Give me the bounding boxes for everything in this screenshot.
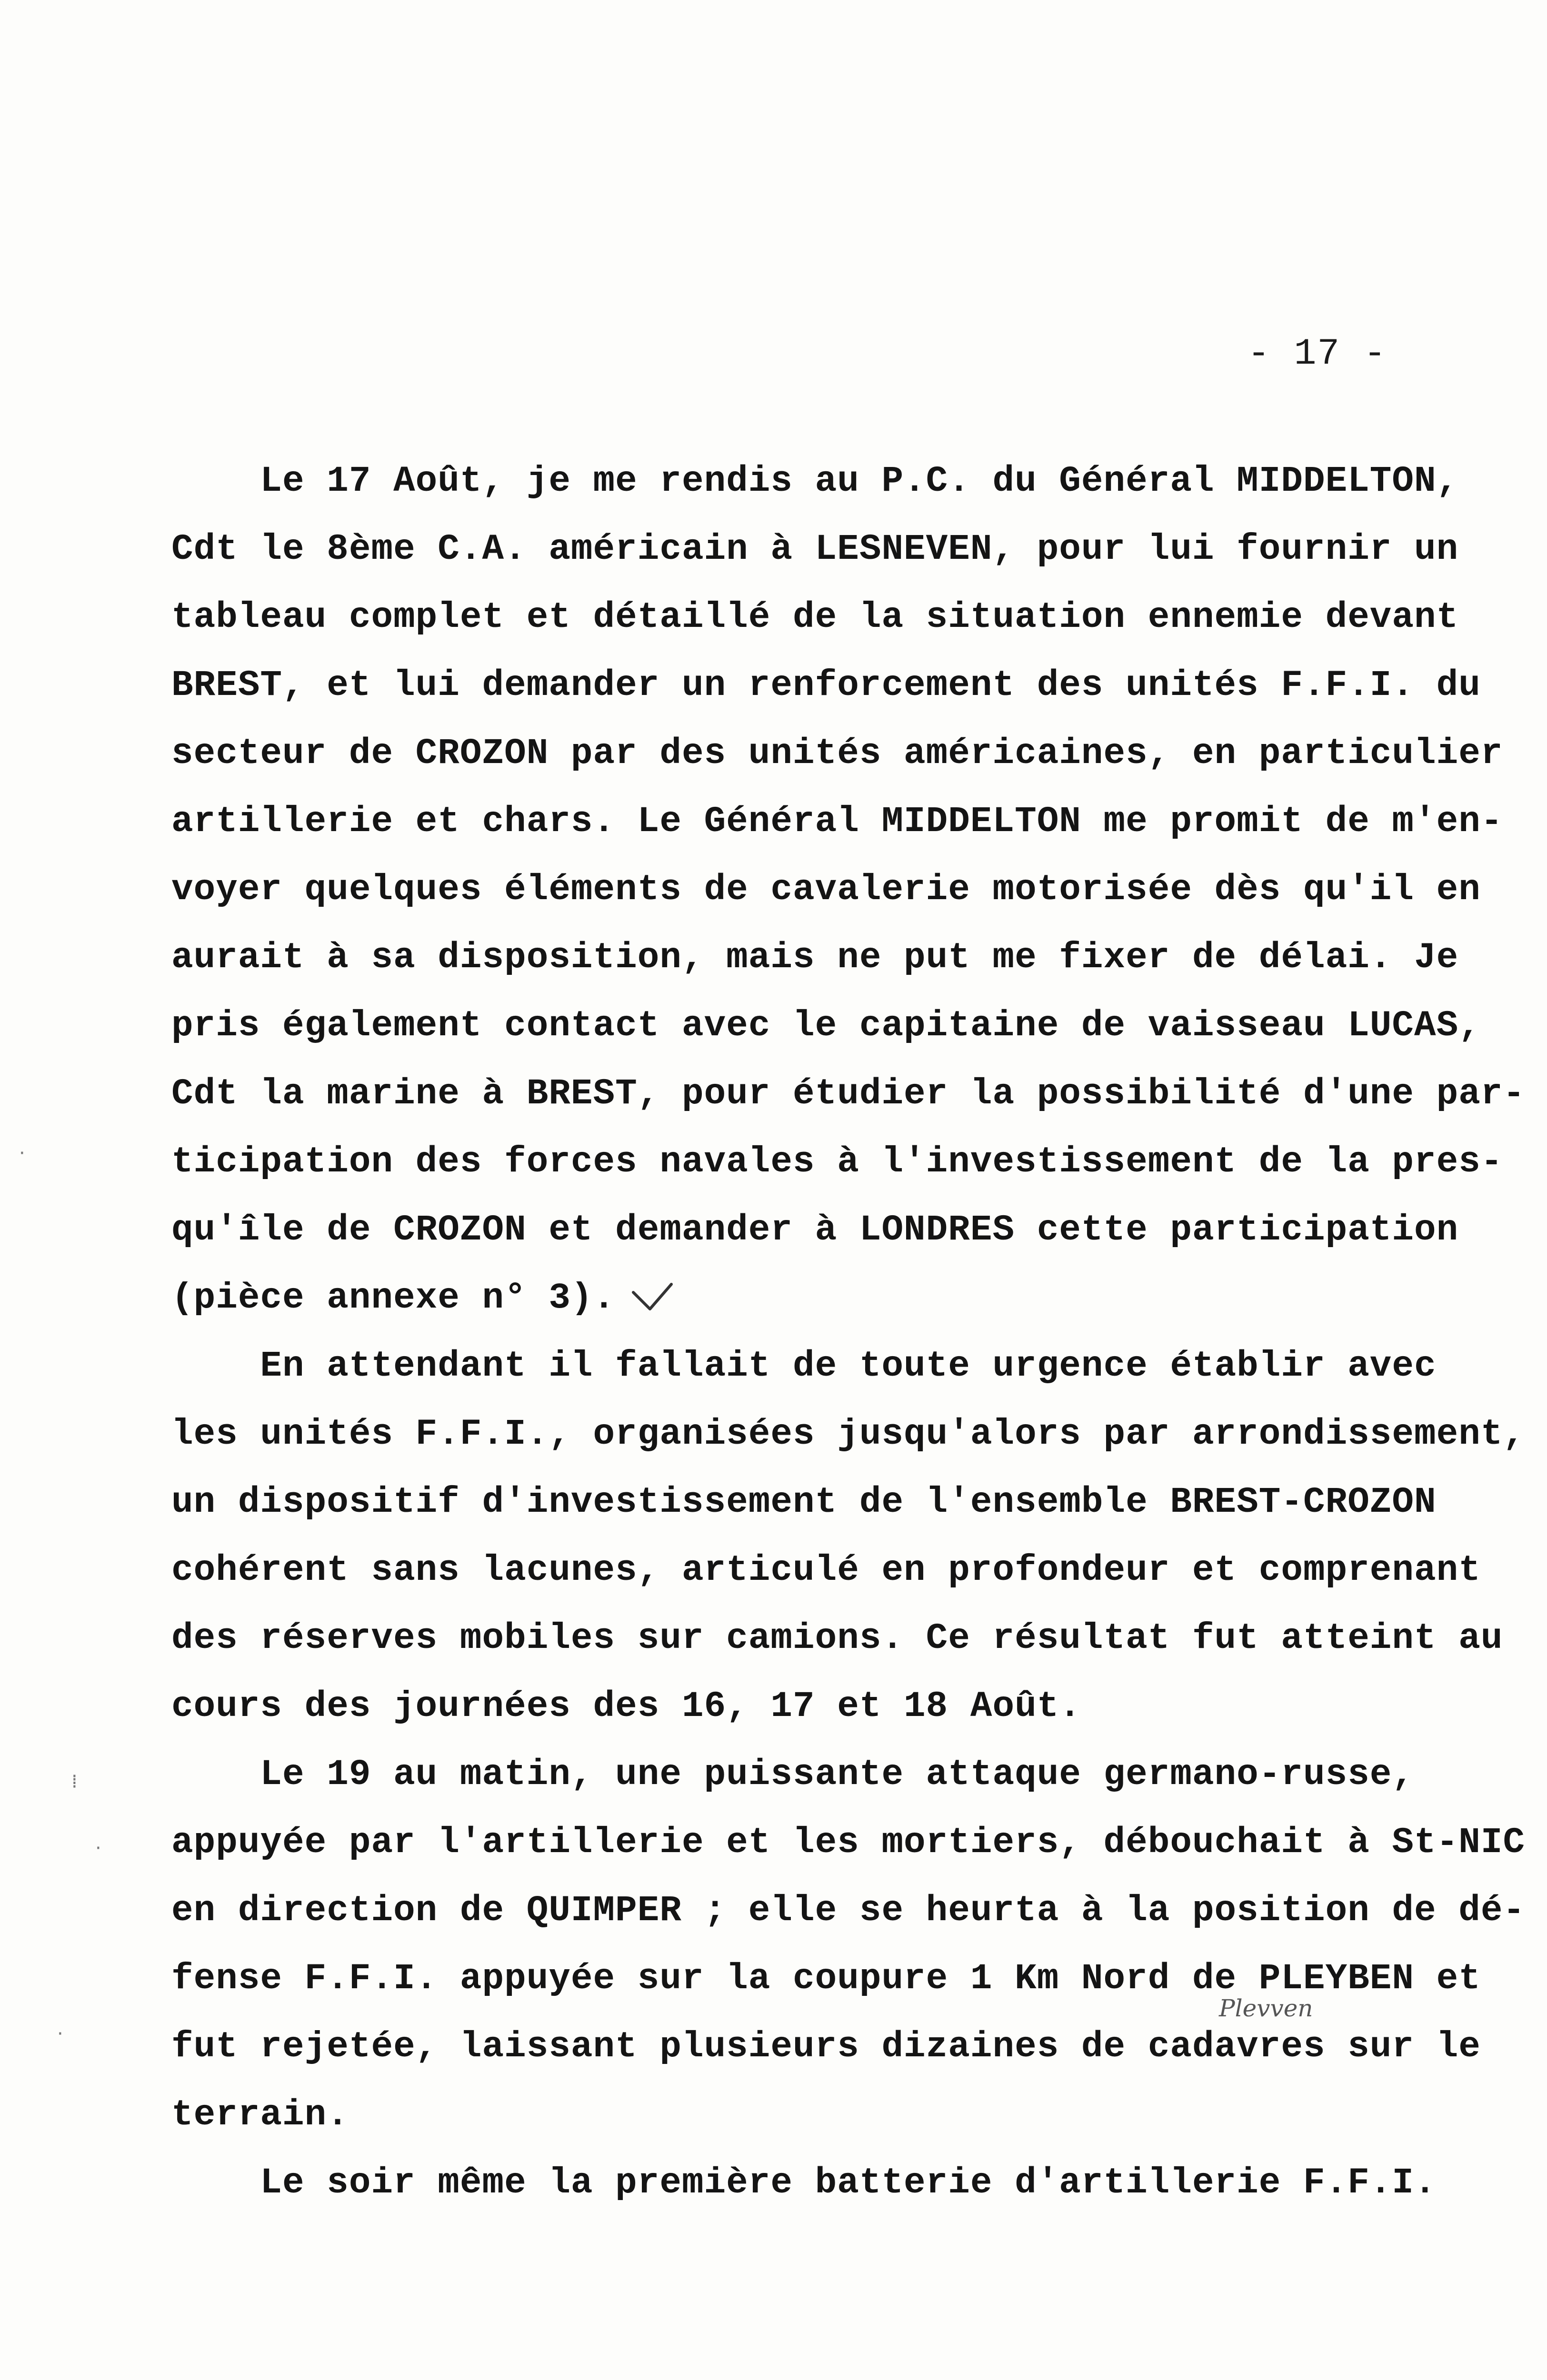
text-line: fut rejetée, laissant plusieurs dizaines de cadavres sur le [171, 2026, 1481, 2067]
margin-tick-icon: · [19, 1142, 25, 1164]
text-line: appuyée par l'artillerie et les mortiers, débouchait à St-NIC [171, 1822, 1526, 1863]
margin-tick-icon: · [57, 2023, 63, 2045]
margin-tick-icon: ⁞ [71, 1771, 78, 1793]
text-line: en direction de QUIMPER ; elle se heurta à la position de dé- [171, 1890, 1526, 1931]
text-line: artillerie et chars. Le Général MIDDELTON me promit de m'en- [171, 801, 1503, 842]
page-number: - 17 - [1248, 333, 1387, 375]
text-line: aurait à sa disposition, mais ne put me fixer de délai. Je [171, 937, 1459, 978]
handwritten-note: Plevven [1219, 1994, 1313, 2022]
text-line: voyer quelques éléments de cavalerie motorisée dès qu'il en [171, 869, 1481, 910]
margin-tick-icon: · [95, 1837, 101, 1859]
text-line: Le soir même la première batterie d'artillerie F.F.I. [171, 2162, 1437, 2203]
text-line: cohérent sans lacunes, articulé en profondeur et comprenant [171, 1550, 1481, 1591]
text-line: ticipation des forces navales à l'investissement de la pres- [171, 1141, 1503, 1182]
text-line: Le 19 au matin, une puissante attaque germano-russe, [171, 1754, 1415, 1795]
text-line: Cdt la marine à BREST, pour étudier la possibilité d'une par- [171, 1073, 1526, 1114]
text-line: tableau complet et détaillé de la situation ennemie devant [171, 597, 1459, 638]
text-line: cours des journées des 16, 17 et 18 Août. [171, 1686, 1081, 1727]
text-line: fense F.F.I. appuyée sur la coupure 1 Km Nord de PLEYBEN et [171, 1958, 1481, 1999]
text-line: des réserves mobiles sur camions. Ce résultat fut atteint au [171, 1618, 1503, 1659]
text-line: qu'île de CROZON et demander à LONDRES cette participation [171, 1210, 1459, 1250]
text-line: pris également contact avec le capitaine de vaisseau LUCAS, [171, 1005, 1481, 1046]
text-line: terrain. [171, 2094, 349, 2135]
text-line: En attendant il fallait de toute urgence établir avec [171, 1346, 1437, 1387]
check-mark-icon [631, 1280, 674, 1314]
text-line: BREST, et lui demander un renforcement des unités F.F.I. du [171, 665, 1481, 706]
body-text [171, 447, 1526, 2217]
text-line: un dispositif d'investissement de l'ensemble BREST-CROZON [171, 1482, 1437, 1523]
text-line: Le 17 Août, je me rendis au P.C. du Général MIDDELTON, [171, 461, 1459, 502]
text-line: les unités F.F.I., organisées jusqu'alors par arrondissement, [171, 1414, 1526, 1455]
text-line: secteur de CROZON par des unités américaines, en particulier [171, 733, 1503, 774]
text-line: Cdt le 8ème C.A. américain à LESNEVEN, pour lui fournir un [171, 529, 1459, 570]
text-line: (pièce annexe n° 3). [171, 1278, 616, 1319]
